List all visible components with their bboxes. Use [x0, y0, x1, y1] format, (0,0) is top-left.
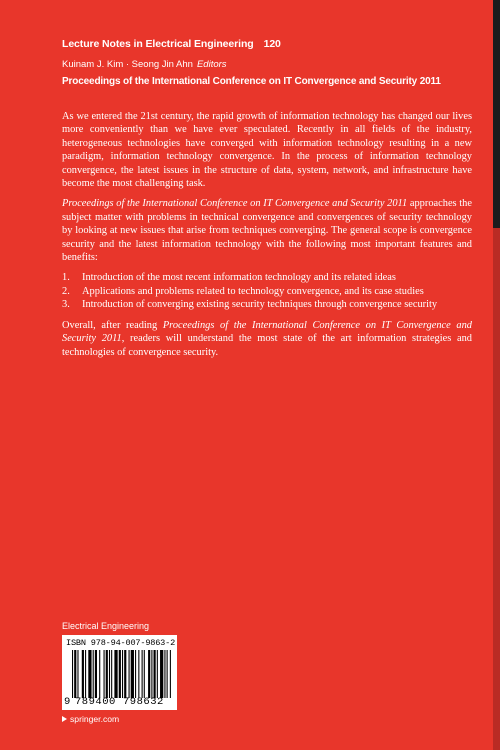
subject-category: Electrical Engineering	[62, 621, 150, 631]
barcode-box	[62, 635, 177, 710]
editors-label: Editors	[196, 59, 227, 70]
closing-pre: Overall, after reading	[62, 319, 163, 331]
scope-paragraph	[62, 197, 472, 264]
editors-line	[62, 59, 227, 70]
editor-names: Kuinam J. Kim · Seong Jin Ahn	[62, 59, 193, 70]
list-item-text: Introduction of the most recent information technology and its related ideas	[82, 272, 396, 284]
blurb	[62, 110, 472, 366]
scope-text: approaches the subject matter with problems in technical convergence and convergences of security technology by looking at new issues that arise from techniques converging. The general scope is convergence security and the latest information technology with the following most important features and benefits:	[62, 198, 472, 264]
isbn-text: ISBN 978-94-007-9863-2	[66, 638, 176, 648]
list-item-number: 2.	[62, 285, 70, 297]
closing-paragraph	[62, 319, 472, 359]
series-name: Lecture Notes in Electrical Engineering	[62, 38, 254, 50]
list-item	[62, 298, 472, 311]
series-volume: 120	[263, 38, 281, 50]
closing-title: Proceedings of the International Conference on IT Convergence and Security 2011	[62, 319, 472, 345]
series-line	[62, 38, 281, 50]
book-title: Proceedings of the International Conference on IT Convergence and Security 2011	[62, 76, 441, 87]
arrow-right-icon	[62, 716, 67, 722]
list-item-number: 3.	[62, 299, 70, 311]
list-item-text: Introduction of converging existing security techniques through convergence security	[82, 299, 438, 311]
closing-post: , readers will understand the most state of the art information strategies and technologies of convergence security.	[62, 333, 472, 358]
barcode-icon	[72, 650, 172, 698]
features-list	[62, 271, 472, 311]
website-text: springer.com	[70, 714, 120, 724]
spine-edge-accent	[493, 228, 500, 750]
list-item	[62, 271, 472, 284]
ean-lead-digit: 9	[64, 696, 71, 708]
ean-group-2: 798632	[123, 696, 164, 708]
list-item-number: 1.	[62, 272, 70, 284]
intro-paragraph: As we entered the 21st century, the rapid growth of information technology has changed our lives more conveniently than we have ever speculated. Recently in all fields of the industry, heterogeneous technologies have converged with information technology resulting in a new paradigm, information technology convergence. In the process of information technology convergence, the latest issues in the structure of data, system, network, and infrastructure have become the most challenging task.	[62, 111, 472, 190]
list-item-text: Applications and problems related to technology convergence, and its case studies	[82, 285, 424, 297]
scope-title: Proceedings of the International Conference on IT Convergence and Security 2011	[62, 198, 408, 210]
list-item	[62, 285, 472, 298]
website-link[interactable]	[62, 714, 119, 724]
ean-group-1: 789400	[75, 696, 116, 708]
